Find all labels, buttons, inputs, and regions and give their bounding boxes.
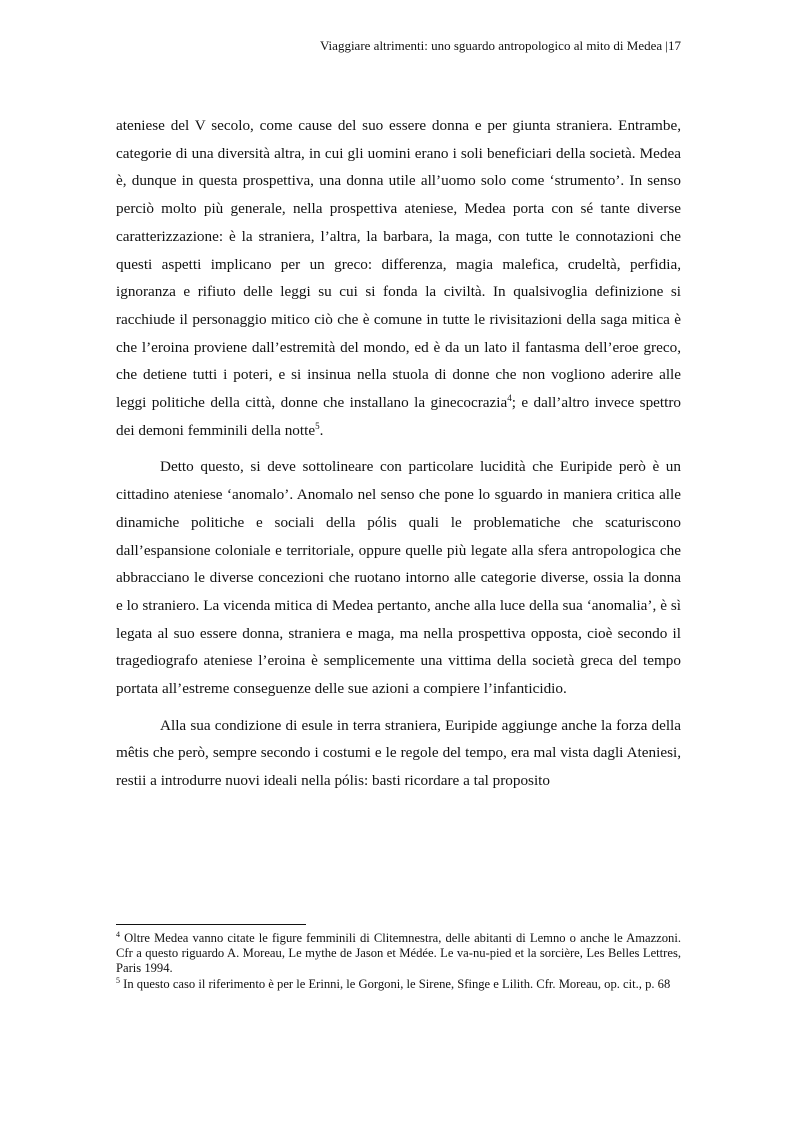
paragraph-1-text-b: ; e dall’altro invece spettro dei demoni femminili della notte — [116, 394, 681, 439]
running-title: Viaggiare altrimenti: uno sguardo antropologico al mito di Medea — [319, 38, 663, 53]
footnote-number: 4 — [116, 929, 120, 939]
footnote-text: In questo caso il riferimento è per le Erinni, le Gorgoni, le Sirene, Sfinge e Lilith. Cfr. Moreau, op. cit., p. 68 — [120, 977, 671, 991]
footnotes — [116, 931, 681, 993]
main-text — [116, 112, 681, 795]
paragraph-1-text-c: . — [319, 421, 324, 439]
running-header — [116, 38, 681, 54]
header-separator: | — [665, 38, 668, 53]
footnote-ref-4[interactable]: 4 — [507, 392, 512, 403]
paragraph-2: Detto questo, si deve sottolineare con particolare lucidità che Euripide però è un cittadino ateniese ‘anomalo’. Anomalo nel senso che pone lo sguardo in maniera critica alle dinamiche politiche e sociali della pólis quali le problematiche che scaturiscono dall’espansione coloniale e territoriale, oppure quelle più legate alla sfera antropologica che abbracciano le diverse concezioni che ruotano intorno alle categorie diverse, ossia la donna e lo straniero. La vicenda mitica di Medea pertanto, anche alla luce della sua ‘anomalia’, è sì legata al suo essere donna, straniera e maga, ma nella prospettiva opposta, cioè secondo il tragediografo ateniese l’eroina è semplicemente una vittima della società greca del tempo portata all’estreme conseguenze delle sue azioni a compiere l’infanticidio. — [116, 458, 681, 698]
paragraph-1 — [116, 112, 681, 444]
footnote-divider — [116, 924, 306, 925]
paragraph-1-text-a: ateniese del V secolo, come cause del suo essere donna e per giunta straniera. Entrambe, categorie di una diversità altra, in cui gli uomini erano i soli beneficiari della società. Medea è, dunque in questa prospettiva, una donna utile all’uomo solo come ‘strumento’. In senso perciò molto più generale, nella prospettiva ateniese, Medea porta con sé tante diverse caratterizzazione: è la straniera, l’altra, la barbara, la maga, con tutte le connotazioni che questi aspetti implicano per un greco: differenza, magia malefica, crudeltà, perfidia, ignoranza e rifiuto delle leggi su cui si fonda la civiltà. In qualsivoglia definizione si racchiude il personaggio mitico ciò che è comune in tutte le rivisitazioni della saga mitica è che l’eroina proviene dall’estremità del mondo, ed è da un lato il fantasma dell’eroe greco, che detiene tutti i poteri, e si insinua nella stuola di donne che non vogliono aderire alle leggi politiche della città, donne che installano la ginecocrazia — [116, 117, 681, 412]
footnote-ref-5[interactable]: 5 — [315, 420, 320, 431]
footnote-number: 5 — [116, 975, 120, 985]
footnote-text: Oltre Medea vanno citate le figure femminili di Clitemnestra, delle abitanti di Lemno o anche le Amazzoni. Cfr a questo riguardo A. Moreau, Le mythe de Jason et Médée. Le va-nu-pied et la sorcière, Les Belles Lettres, Paris 1994. — [116, 931, 681, 975]
page-number: 17 — [668, 38, 681, 53]
footnote-5 — [116, 977, 681, 992]
paragraph-3: Alla sua condizione di esule in terra straniera, Euripide aggiunge anche la forza della mêtis che però, sempre secondo i costumi e le regole del tempo, era mal vista dagli Ateniesi, restii a introdurre nuovi ideali nella pólis: basti ricordare a tal proposito — [116, 716, 681, 790]
footnote-4 — [116, 931, 681, 976]
